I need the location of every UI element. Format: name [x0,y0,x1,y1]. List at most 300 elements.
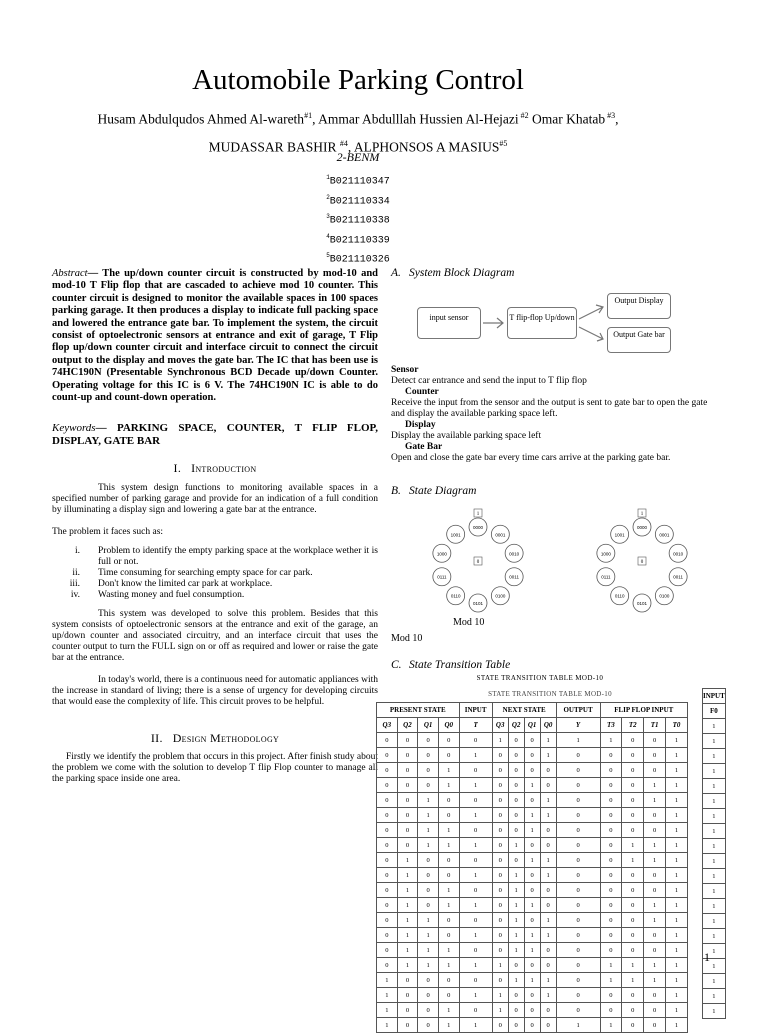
input-label: 0 [640,560,644,565]
table-cell: 0 [556,763,600,778]
table-cell: 0 [508,823,524,838]
table-cell: 0 [622,913,644,928]
author-affiliation: #3 [605,111,616,120]
table-cell: 0 [556,868,600,883]
table-cell: 0 [644,868,666,883]
table-cell: 1 [540,913,556,928]
table-cell: 0 [556,778,600,793]
table-cell: 0 [622,733,644,748]
table-cell: 1 [666,823,688,838]
table-cell: 1 [459,748,492,763]
student-id-number: B021110334 [329,195,390,207]
table-cell: 1 [377,1003,398,1018]
table-cell: 0 [556,1003,600,1018]
table-cell: 0 [524,748,540,763]
table-cell: 0 [492,778,508,793]
author-affiliation: #2 [518,111,529,120]
table-cell: 0 [540,1018,556,1033]
table-cell: 0 [622,808,644,823]
section-number: II. [150,730,163,745]
table-cell: 0 [377,748,398,763]
table-cell: 0 [377,838,398,853]
table-cell: 1 [438,883,459,898]
table-cell: 0 [644,1003,666,1018]
table-cell: 0 [397,808,418,823]
table-cell: 1 [524,808,540,823]
table-cell: 1 [703,764,726,779]
table-cell: 1 [397,853,418,868]
state-label: 0100 [659,593,670,599]
table-row [703,749,726,764]
table-cell: 0 [377,823,398,838]
table-cell: 1 [666,973,688,988]
table-cell: 1 [508,883,524,898]
table-row [703,914,726,929]
table-cell: 0 [397,763,418,778]
table-cell: 1 [703,959,726,974]
table-group-header: INPUT [459,703,492,718]
design-paragraph-1: Firstly we identify the problem that occurs in this project. After finish study about the problem we come with the solution to develop T flip Flop counter to manage all the parking space inside one area. [52,752,378,785]
student-id-number: B021110347 [329,176,390,188]
table-cell: 0 [418,973,439,988]
table-row [377,808,688,823]
table-cell: 0 [397,778,418,793]
table-cell: 1 [622,853,644,868]
table-row [703,869,726,884]
table-cell: 1 [666,853,688,868]
table-cell: 0 [508,808,524,823]
table-cell: 0 [438,808,459,823]
table-cell: 0 [600,838,622,853]
table-cell: 0 [644,988,666,1003]
block-arrows [391,293,717,357]
table-cell: 0 [377,898,398,913]
problem-intro: The problem it faces such as: [52,526,164,537]
table-cell: 1 [556,733,600,748]
table-cell: 1 [438,778,459,793]
table-cell: 0 [377,913,398,928]
table-cell: 1 [508,973,524,988]
table-group-header: NEXT STATE [492,703,556,718]
subsection-heading-transition-table [391,660,717,671]
author-name: Omar Khatab [532,111,606,127]
table-group-header: PRESENT STATE [377,703,460,718]
table-cell: 0 [644,883,666,898]
subsection-heading-block-diagram [391,268,717,279]
table-cell: 0 [540,778,556,793]
table-cell: 1 [459,928,492,943]
author-name: MUDASSAR BASHIR [208,139,340,154]
state-label: 0010 [673,551,684,557]
table-cell: 0 [540,838,556,853]
table-row [377,958,688,973]
table-cell: 0 [438,733,459,748]
table-cell: 1 [438,1018,459,1033]
table-cell: 1 [644,898,666,913]
table-cell: 0 [540,958,556,973]
table-cell: 1 [600,1018,622,1033]
table-group-header: INPUT [703,689,726,704]
block-output-gatebar: Output Gate bar [607,327,671,353]
table-column-header: Q2 [508,718,524,733]
table-cell: 0 [418,748,439,763]
table-cell: 0 [418,883,439,898]
table-column-header: T2 [622,718,644,733]
table-cell: 0 [418,733,439,748]
table-cell: 0 [459,913,492,928]
table-cell: 1 [508,913,524,928]
state-label: 1000 [436,551,447,557]
table-cell: 0 [508,763,524,778]
section-number: I. [173,461,182,476]
student-id-number: B021110326 [329,254,390,266]
author-affiliation: #5 [499,138,508,148]
student-id-index: 1 [326,174,330,181]
table-cell: 1 [666,748,688,763]
state-label: 1001 [614,532,625,538]
problem-number: i. [74,545,80,556]
student-id [0,188,716,208]
table-cell: 0 [600,763,622,778]
table-ghost-title: STATE TRANSITION TABLE MOD-10 [488,690,612,698]
table-cell: 1 [666,913,688,928]
table-cell: 1 [492,733,508,748]
table-cell: 0 [556,883,600,898]
intro-paragraph-3: In today's world, there is a continuous need for automatic appliances with the increase in standard of living; there is a sense of urgency for developing circuits that would ease the complexity of life. This circuit proves to be helpful. [52,674,378,707]
table-cell: 1 [397,883,418,898]
table-cell: 0 [622,823,644,838]
table-cell: 1 [540,973,556,988]
state-label: 0110 [614,593,625,599]
table-cell: 0 [524,793,540,808]
table-row [377,898,688,913]
table-row [703,779,726,794]
table-cell: 1 [666,943,688,958]
table-column-header: Q1 [418,718,439,733]
table-cell: 0 [622,883,644,898]
table-cell: 0 [644,733,666,748]
table-cell: 1 [703,719,726,734]
intro-paragraph-1: This system design functions to monitoring available spaces in a specified number of parking garage and provide for an indication of a full condition by illuminating a display sign and lowering a gate bar at the entrance. [52,482,378,515]
problem-number: iv. [70,589,80,600]
table-cell: 1 [459,958,492,973]
table-cell: 0 [644,763,666,778]
left-column [52,268,378,785]
table-cell: 1 [397,958,418,973]
table-cell: 0 [377,793,398,808]
table-cell: 1 [703,854,726,869]
table-cell: 1 [524,973,540,988]
table-cell: 1 [703,884,726,899]
state-label: 1000 [600,551,611,557]
table-cell: 1 [703,779,726,794]
table-cell: 1 [397,898,418,913]
table-cell: 0 [622,928,644,943]
table-column-header: T [459,718,492,733]
table-cell: 0 [438,868,459,883]
table-cell: 1 [418,913,439,928]
table-cell: 0 [397,1003,418,1018]
state-diagram-left [413,507,543,617]
table-cell: 1 [703,734,726,749]
table-cell: 1 [666,898,688,913]
student-id-list [0,168,716,266]
problem-text: Don't know the limited car park at workplace. [98,578,273,589]
table-row [703,719,726,734]
table-column-header: T1 [644,718,666,733]
table-cell: 0 [508,793,524,808]
subsection-title: System Block Diagram [409,267,515,279]
table-row [377,823,688,838]
table-cell: 0 [418,898,439,913]
table-column-header: Q0 [540,718,556,733]
table-cell: 0 [644,928,666,943]
table-cell: 0 [600,898,622,913]
table-cell: 1 [492,1003,508,1018]
table-cell: 1 [524,928,540,943]
table-cell: 1 [666,778,688,793]
problem-number: iii. [69,578,80,589]
table-cell: 1 [666,1018,688,1033]
table-cell: 0 [508,853,524,868]
table-cell: 1 [508,943,524,958]
problem-item [52,590,378,601]
table-cell: 0 [600,928,622,943]
table-cell: 1 [397,868,418,883]
table-cell: 0 [377,943,398,958]
table-cell: 0 [492,808,508,823]
table-cell: 0 [524,733,540,748]
table-cell: 0 [600,823,622,838]
table-cell: 0 [556,913,600,928]
table-row [703,839,726,854]
subsection-heading-state-diagram [391,486,717,497]
state-diagram-caption-left: Mod 10 [391,633,423,644]
table-cell: 0 [397,838,418,853]
table-cell: 0 [438,853,459,868]
table-cell: 0 [492,868,508,883]
table-column-header: Q2 [397,718,418,733]
table-cell: 0 [397,1018,418,1033]
table-cell: 0 [492,763,508,778]
table-cell: 0 [556,838,600,853]
table-row [703,809,726,824]
abstract-label: Abstract [52,268,88,279]
table-cell: 1 [666,928,688,943]
group-label: 2-BENM [336,150,380,164]
problem-list [52,546,378,601]
table-cell: 1 [438,1003,459,1018]
table-cell: 0 [540,763,556,778]
table-cell: 1 [508,898,524,913]
table-cell: 1 [508,868,524,883]
section-heading-design [52,732,378,744]
student-id-number: B021110339 [329,234,390,246]
problem-text: Time consuming for searching empty space for car park. [98,567,313,578]
table-column-header: Q3 [377,718,398,733]
input-label: 0 [476,560,480,565]
table-cell: 1 [703,869,726,884]
keywords-text: — PARKING SPACE, COUNTER, T FLIP FLOP, DISPLAY, GATE BAR [52,422,378,448]
table-cell: 0 [377,778,398,793]
table-cell: 0 [556,748,600,763]
state-transition-table-overflow [702,688,726,1019]
table-cell: 0 [377,808,398,823]
table-row [703,734,726,749]
table-cell: 0 [438,988,459,1003]
state-label: 1001 [450,532,461,538]
table-cell: 0 [524,763,540,778]
table-cell: 1 [540,808,556,823]
student-id-index: 4 [326,232,330,240]
state-label: 0101 [472,601,484,606]
table-cell: 1 [703,974,726,989]
state-diagrams [391,505,717,629]
table-cell: 0 [492,853,508,868]
table-cell: 1 [666,793,688,808]
table-cell: 0 [524,988,540,1003]
table-cell: 0 [524,838,540,853]
table-cell: 1 [703,794,726,809]
state-label: 0100 [495,593,506,599]
table-cell: 1 [703,899,726,914]
state-label: 0000 [472,525,484,530]
table-cell: 1 [524,778,540,793]
table-column-header: Q0 [438,718,459,733]
table-cell: 0 [508,778,524,793]
table-cell: 0 [492,913,508,928]
table-cell: 0 [459,943,492,958]
table-title: STATE TRANSITION TABLE MOD-10 [476,674,604,682]
table-cell: 0 [644,823,666,838]
table-cell: 0 [524,1003,540,1018]
table-cell: 0 [397,823,418,838]
table-cell: 0 [397,988,418,1003]
table-cell: 1 [492,958,508,973]
table-row [377,748,688,763]
table-cell: 1 [644,778,666,793]
table-cell: 1 [622,958,644,973]
table-cell: 1 [703,1004,726,1019]
block-desc-text: Receive the input from the sensor and the output is sent to gate bar to open the gate and display the available parking space left. [391,398,708,419]
table-cell: 0 [508,1018,524,1033]
abstract [52,268,378,404]
table-cell: 0 [524,913,540,928]
table-cell: 1 [666,883,688,898]
table-cell: 0 [418,1003,439,1018]
table-cell: 1 [459,868,492,883]
table-cell: 1 [666,958,688,973]
table-cell: 1 [418,958,439,973]
subsection-title: State Transition Table [409,659,511,671]
table-cell: 1 [703,989,726,1004]
problem-item [52,579,378,590]
table-cell: 0 [556,823,600,838]
table-row [377,763,688,778]
table-cell: 0 [418,778,439,793]
table-cell: 1 [524,823,540,838]
table-cell: 1 [666,1003,688,1018]
table-cell: 1 [508,928,524,943]
table-cell: 0 [508,1003,524,1018]
table-cell: 0 [377,958,398,973]
student-id [0,246,716,266]
state-label: 0000 [636,525,648,530]
table-cell: 1 [644,973,666,988]
table-cell: 0 [377,853,398,868]
table-cell: 0 [459,823,492,838]
student-id [0,168,716,188]
table-cell: 1 [438,958,459,973]
table-cell: 0 [459,733,492,748]
table-cell: 0 [524,1018,540,1033]
table-cell: 1 [438,898,459,913]
table-column-header: F0 [703,704,726,719]
table-cell: 0 [492,898,508,913]
table-column-header: Q3 [492,718,508,733]
table-cell: 0 [397,973,418,988]
table-cell: 1 [666,838,688,853]
table-cell: 0 [492,838,508,853]
table-cell: 0 [600,748,622,763]
table-row [377,1018,688,1033]
table-row [703,974,726,989]
table-row [377,853,688,868]
table-cell: 0 [600,853,622,868]
table-cell: 1 [418,943,439,958]
table-cell: 1 [418,793,439,808]
keywords-label: Keywords [52,422,96,435]
block-desc-heading: Gate Bar [405,442,443,452]
table-cell: 0 [540,883,556,898]
table-cell: 0 [644,1018,666,1033]
table-cell: 0 [438,748,459,763]
table-cell: 0 [492,928,508,943]
table-cell: 0 [397,733,418,748]
table-cell: 0 [622,988,644,1003]
intro-paragraph-2: This system was developed to solve this problem. Besides that this system consists of optoelectronic sensors at the entrance and exit of the garage, an up/down counter and associated circuitry, and an interface circuit that uses the counter output to turn the FULL sign on or off as required and lower or raise the gate bar at the entrance. [52,608,378,663]
table-cell: 1 [438,838,459,853]
table-cell: 1 [377,1018,398,1033]
table-cell: 0 [377,733,398,748]
table-cell: 1 [644,913,666,928]
table-cell: 0 [459,973,492,988]
table-cell: 0 [492,883,508,898]
table-cell: 0 [644,808,666,823]
table-cell: 1 [492,988,508,1003]
table-cell: 1 [644,958,666,973]
table-cell: 0 [418,868,439,883]
author-name: Ammar Abdulllah Hussien Al-Hejazi [318,111,519,127]
table-column-header: Y [556,718,600,733]
table-cell: 0 [556,793,600,808]
table-cell: 0 [438,973,459,988]
table-cell: 0 [508,748,524,763]
block-desc-text: Detect car entrance and send the input to T flip flop [391,376,587,386]
table-cell: 1 [397,943,418,958]
table-cell: 1 [540,868,556,883]
state-label: 0001 [495,532,506,538]
table-cell: 1 [703,929,726,944]
block-desc-text: Open and close the gate bar every time cars arrive at the parking gate bar. [391,453,671,463]
table-cell: 0 [622,778,644,793]
author-affiliation: #4 [339,138,348,148]
table-cell: 0 [540,943,556,958]
right-column [391,268,717,679]
block-desc-text: Display the available parking space left [391,431,542,441]
table-group-header: OUTPUT [556,703,600,718]
table-cell: 1 [418,808,439,823]
